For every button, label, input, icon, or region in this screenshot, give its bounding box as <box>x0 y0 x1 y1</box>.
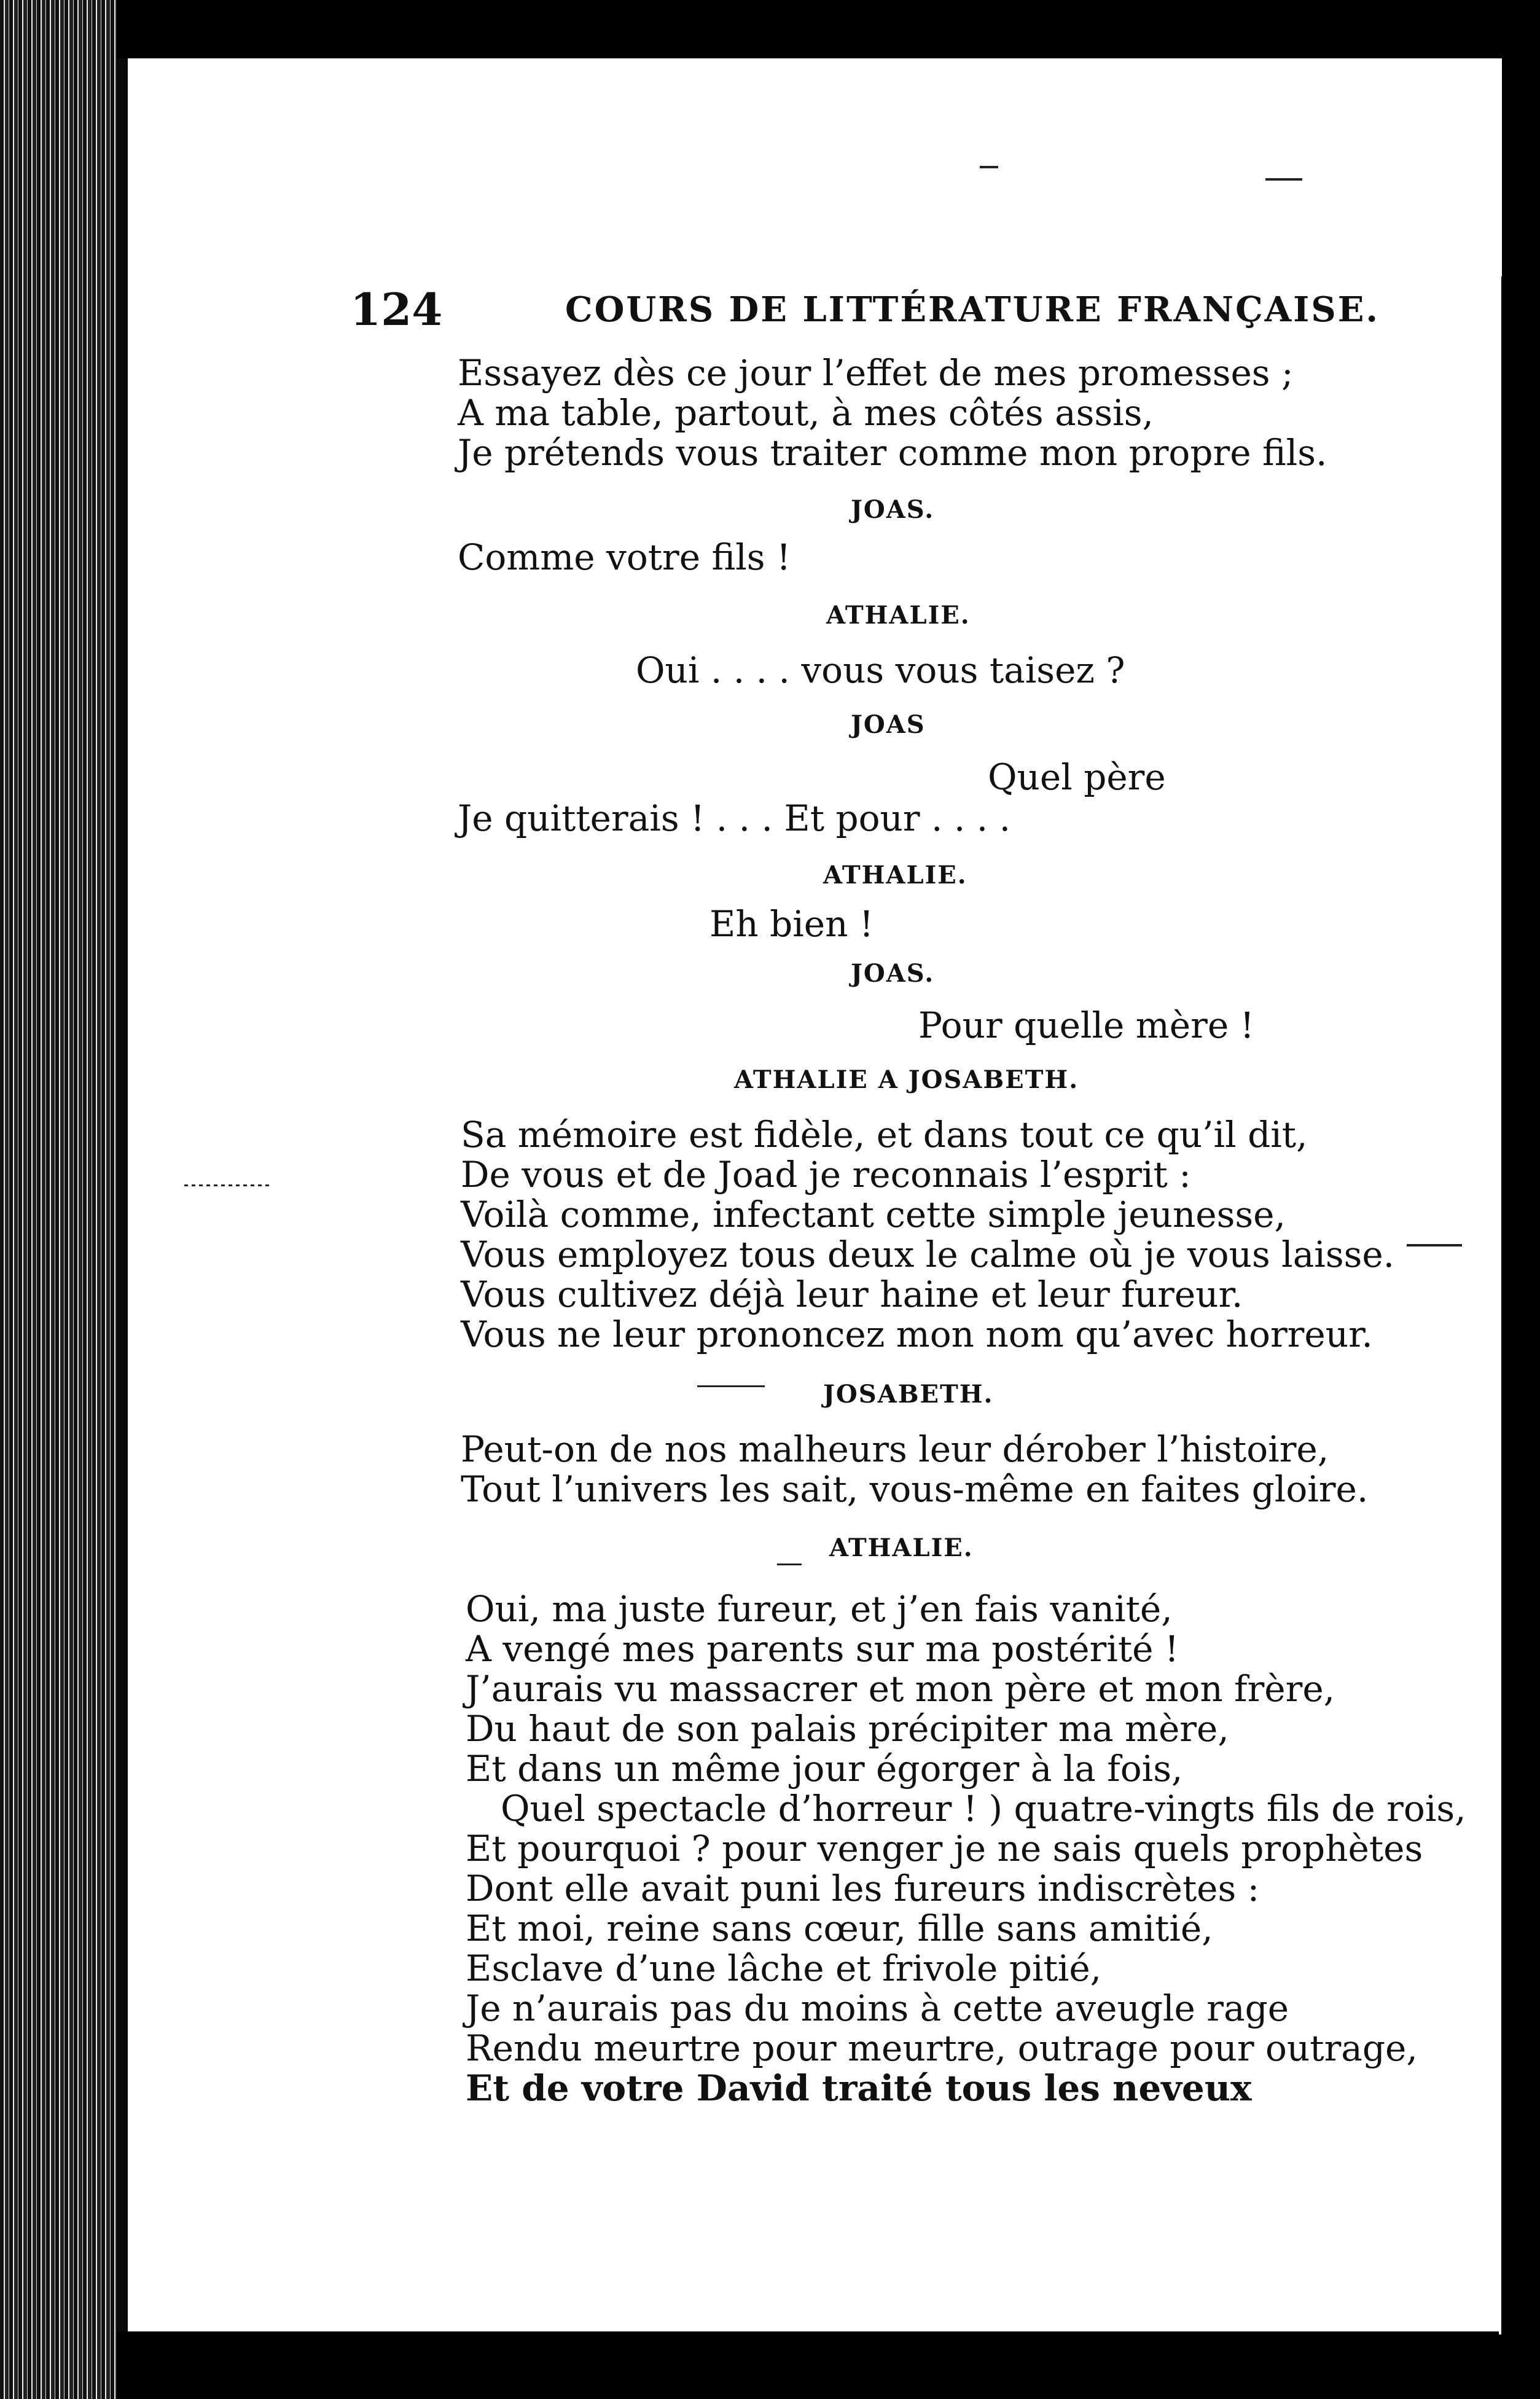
verse-line: Vous ne leur prononcez mon nom qu’avec horreur. <box>461 1313 1373 1355</box>
verse-line: Et de votre David traité tous les neveux <box>466 2067 1252 2109</box>
verse-line: Du haut de son palais précipiter ma mère, <box>466 1708 1229 1750</box>
verse-line: Je n’aurais pas du moins à cette aveugle rage <box>466 1987 1289 2029</box>
verse-line: De vous et de Joad je reconnais l’esprit : <box>461 1154 1191 1196</box>
verse-line: Essayez dès ce jour l’effet de mes promesses ; <box>458 352 1294 394</box>
verse-line: Comme votre fils ! <box>458 536 791 578</box>
margin-dotted-mark <box>184 1184 270 1186</box>
verse-line: Dont elle avait puni les fureurs indiscrètes : <box>466 1868 1260 1909</box>
verse-line: A ma table, partout, à mes côtés assis, <box>458 392 1154 434</box>
page-speck <box>980 166 998 168</box>
verse-line: Eh bien ! <box>709 903 874 945</box>
verse-line: Oui, ma juste fureur, et j’en fais vanité, <box>466 1588 1173 1630</box>
running-title: COURS DE LITTÉRATURE FRANÇAISE. <box>565 289 1380 330</box>
speaker-name: ATHALIE. <box>829 1533 974 1562</box>
verse-line: Quel père <box>988 756 1166 798</box>
verse-line: Rendu meurtre pour meurtre, outrage pour outrage, <box>466 2027 1418 2069</box>
verse-line: Je quitterais ! . . . Et pour . . . . <box>458 797 1011 839</box>
speaker-name: JOAS. <box>851 959 935 988</box>
speaker-name: JOAS. <box>851 495 935 524</box>
ink-smudge <box>697 1385 765 1387</box>
speaker-name: JOAS <box>851 710 926 739</box>
verse-line: Pour quelle mère ! <box>918 1004 1254 1046</box>
speaker-name: ATHALIE A JOSABETH. <box>734 1065 1079 1094</box>
verse-line: J’aurais vu massacrer et mon père et mon frère, <box>466 1668 1335 1710</box>
verse-line: Et moi, reine sans cœur, fille sans amitié, <box>466 1908 1213 1949</box>
verse-line: Vous cultivez déjà leur haine et leur fureur. <box>461 1274 1243 1315</box>
verse-line: Oui . . . . vous vous taisez ? <box>636 649 1125 691</box>
verse-line: Je prétends vous traiter comme mon propre fils. <box>458 432 1327 474</box>
speaker-name: ATHALIE. <box>826 601 971 630</box>
page-speck <box>1265 178 1302 181</box>
verse-line: Vous employez tous deux le calme où je vous laisse. <box>461 1234 1395 1275</box>
speaker-name: ATHALIE. <box>823 861 967 890</box>
page-number: 124 <box>350 283 443 335</box>
verse-line: Sa mémoire est fidèle, et dans tout ce qu’il dit, <box>461 1114 1308 1156</box>
verse-line: Voilà comme, infectant cette simple jeunesse, <box>461 1194 1286 1235</box>
verse-line: Et dans un même jour égorger à la fois, <box>466 1748 1183 1790</box>
verse-line: Esclave d’une lâche et frivole pitié, <box>466 1947 1102 1989</box>
margin-speck <box>1407 1244 1462 1246</box>
ink-smudge <box>777 1563 802 1565</box>
verse-line: Quel spectacle d’horreur ! ) quatre-vingts fils de rois, <box>501 1788 1466 1830</box>
verse-line: A vengé mes parents sur ma postérité ! <box>466 1628 1179 1670</box>
verse-line: Peut-on de nos malheurs leur dérober l’histoire, <box>461 1428 1329 1470</box>
verse-line: Et pourquoi ? pour venger je ne sais quels prophètes <box>466 1828 1423 1869</box>
verse-line: Tout l’univers les sait, vous-même en faites gloire. <box>461 1468 1369 1510</box>
speaker-name: JOSABETH. <box>823 1380 994 1409</box>
